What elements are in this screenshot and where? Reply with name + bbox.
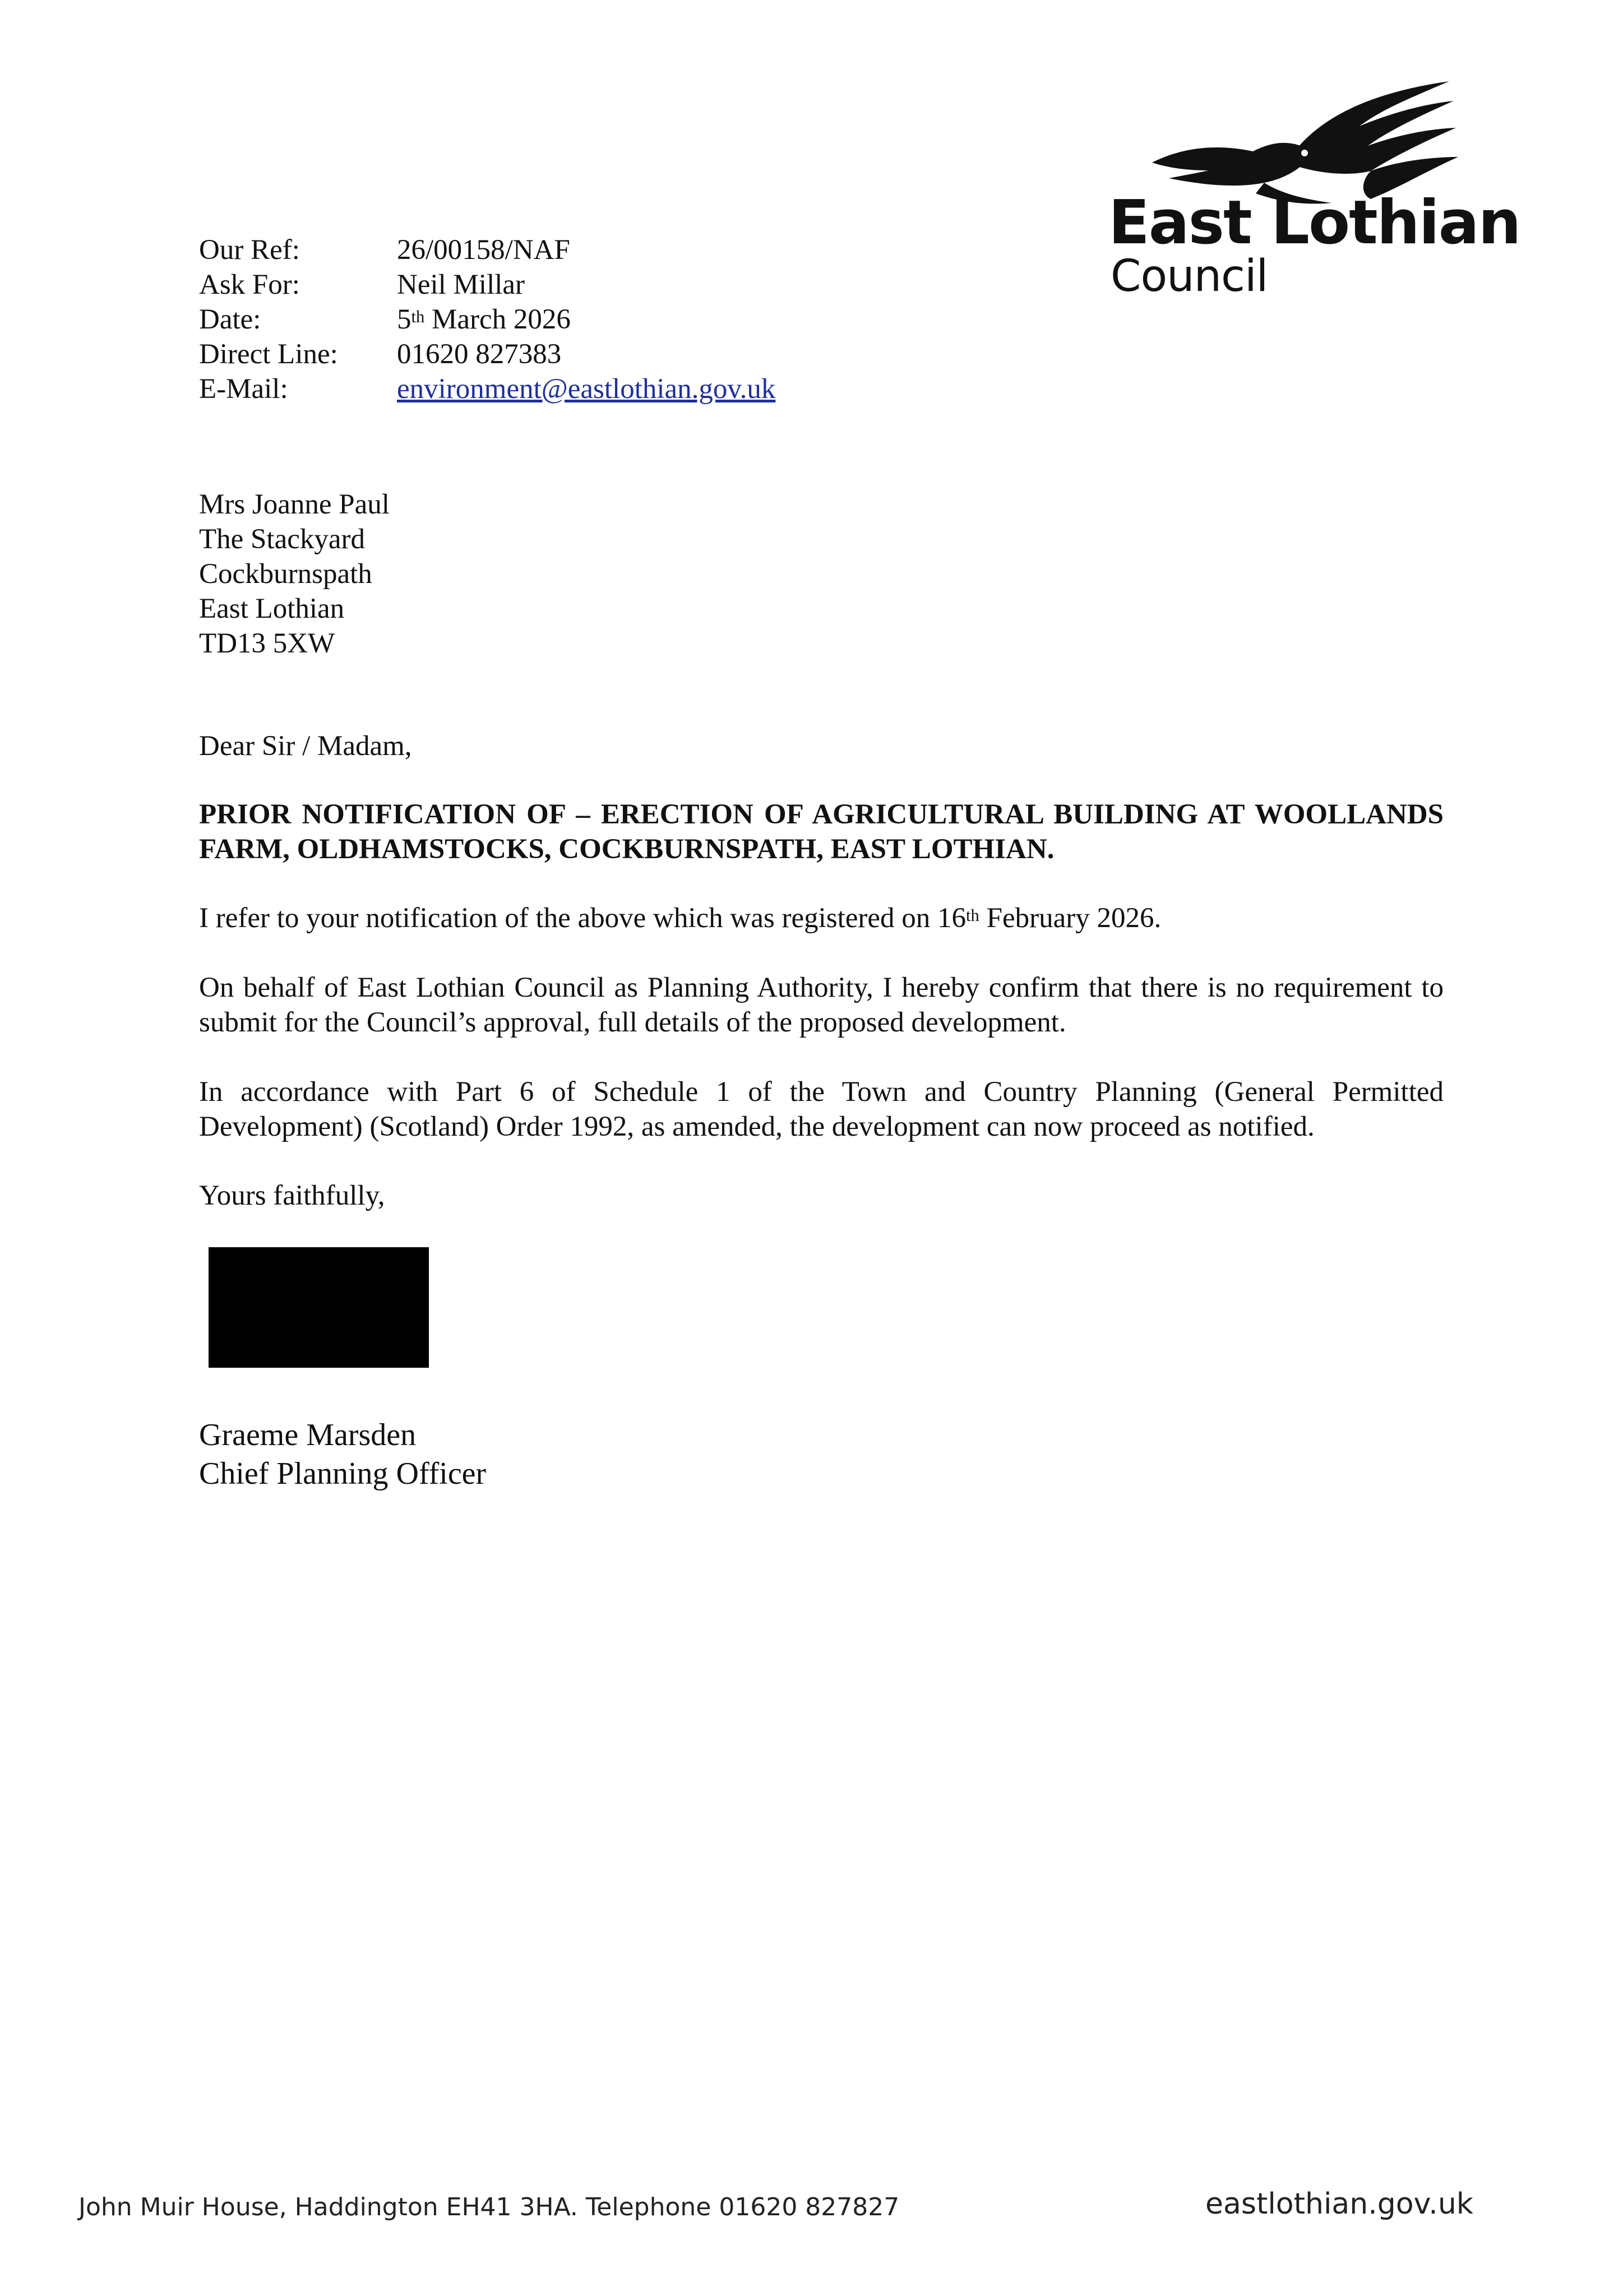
- recipient-line1: The Stackyard: [199, 524, 365, 555]
- signatory-title: Chief Planning Officer: [199, 1456, 487, 1491]
- logo-wordmark-line2: Council: [1111, 251, 1268, 302]
- subject-heading: PRIOR NOTIFICATION OF – ERECTION OF AGRICULTURAL BUILDING AT WOOLLANDS FARM, OLDHAMSTOCKS, COCKBURNSPATH, EAST LOTHIAN.: [199, 799, 1444, 865]
- paragraph-accordance: In accordance with Part 6 of Schedule 1 of the Town and Country Planning (General Permitted Development) (Scotland) Order 1992, as amended, the development can now proceed as notified.: [199, 1076, 1444, 1142]
- email-value: [397, 372, 775, 406]
- footer-address: John Muir House, Haddington EH41 3HA. Telephone 01620 827827: [78, 2193, 900, 2221]
- p1-suffix: th: [966, 906, 979, 925]
- paragraph-registration: [199, 901, 1444, 936]
- paragraph-confirmation: On behalf of East Lothian Council as Planning Authority, I hereby confirm that there is no requirement to submit for the Council’s approval, full details of the proposed development.: [199, 972, 1444, 1038]
- date-value: [397, 302, 571, 337]
- date-label: Date:: [199, 304, 261, 335]
- direct-line-value: 01620 827383: [397, 339, 562, 370]
- direct-line-label: Direct Line:: [199, 339, 338, 370]
- p1-after: February 2026.: [979, 902, 1162, 934]
- our-ref-label: Our Ref:: [199, 234, 300, 266]
- our-ref-value: 26/00158/NAF: [397, 234, 570, 266]
- recipient-postcode: TD13 5XW: [199, 628, 335, 659]
- footer-website[interactable]: eastlothian.gov.uk: [1205, 2187, 1473, 2221]
- date-suffix: th: [411, 307, 425, 327]
- signatory-block: [199, 1416, 486, 1493]
- date-rest: March 2026: [424, 304, 571, 335]
- ask-for-label: Ask For:: [199, 269, 300, 300]
- salutation: Dear Sir / Madam,: [199, 730, 412, 762]
- recipient-line3: East Lothian: [199, 593, 345, 624]
- logo-wordmark-line1: East Lothian: [1108, 188, 1520, 258]
- ask-for-value: Neil Millar: [397, 269, 525, 300]
- closing: Yours faithfully,: [199, 1180, 385, 1211]
- council-logo: [1107, 73, 1533, 302]
- signature-redaction: [209, 1247, 429, 1368]
- signatory-name: Graeme Marsden: [199, 1418, 417, 1452]
- date-day: 5: [397, 304, 411, 335]
- email-label: E-Mail:: [199, 373, 288, 405]
- p1-before: I refer to your notification of the above which was registered on 16: [199, 902, 967, 934]
- recipient-name: Mrs Joanne Paul: [199, 489, 390, 520]
- recipient-address: [199, 487, 390, 661]
- recipient-line2: Cockburnspath: [199, 558, 372, 590]
- email-link[interactable]: environment@eastlothian.gov.uk: [397, 373, 776, 405]
